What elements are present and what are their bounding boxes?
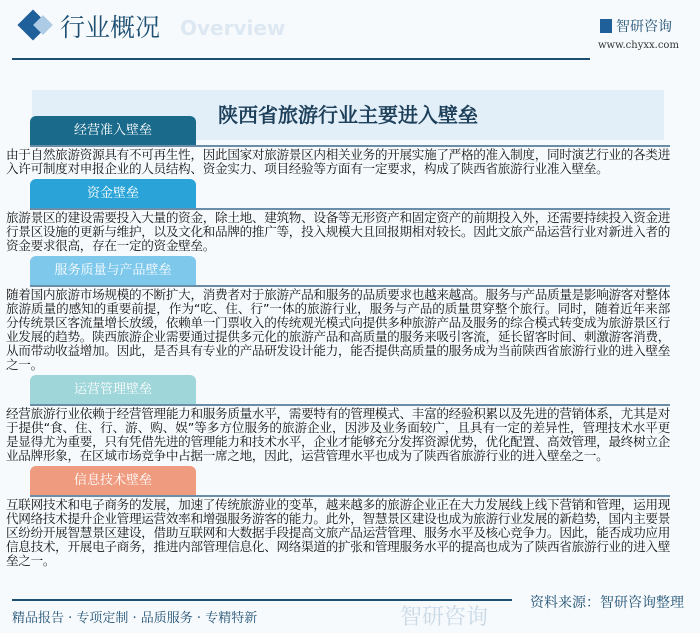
section-tab: 服务质量与产品壁垒 [30,256,196,285]
data-source: 资料来源：智研咨询整理 [530,595,684,611]
section-tab: 运营管理壁垒 [30,375,196,404]
header-title: 行业概况 [60,13,161,42]
watermark-logo: 智研咨询 [400,605,489,630]
site-url: www.chyxx.com [598,40,679,51]
header [0,0,700,60]
logo [600,16,672,36]
section-text: 随着国内旅游市场规模的不断扩大，消费者对于旅游产品和服务的品质要求也越来越高。服务与产品质量是影响游客对整体旅游质量的感知的重要前提，作为“吃、住、行”一体的旅游行业，服务与产品的质量贯穿整个旅行。同时，随着近年来部分传统景区客流量增长放缓，依赖单一门票收入的传统观光模式向提供多种旅游产品及服务的综合模式转变成为旅游景区行业发展的趋势。陕西旅游企业需要通过提供多元化的旅游产品和高质量的服务来吸引客流，延长留客时间、刺激游客消费，从而带动收益增加。因此，是否具有专业的产品研发设计能力，能否提供高质量的服务成为当前陕西省旅游行业的进入壁垒之一。 [6,287,670,372]
section-text: 经营旅游行业依赖于经营管理能力和服务质量水平，需要特有的管理模式、丰富的经验积累以及先进的营销体系，尤其是对于提供“食、住、行、游、购、娱”等多方位服务的旅游企业，因涉及业务面较广，且具有一定的差异性，管理技术水平更是显得尤为重要，只有凭借先进的管理能力和技术水平，企业才能够充分发挥资源优势，优化配置、高效管理，最终树立企业品牌形象，在区域市场竞争中占据一席之地，因此，运营管理水平也成为了陕西省旅游行业的进入壁垒之一。 [6,406,670,463]
footer-divider [12,599,512,601]
section-information-technology [6,466,670,568]
logo-text: 智研咨询 [616,19,672,35]
header-subtitle: Overview [180,16,286,40]
footer-slogan: 精品报告 · 专项定制 · 品质服务 · 专精特新 [12,611,258,626]
section-operating-access [6,116,670,176]
section-service-quality [6,256,670,372]
section-tab: 经营准入壁垒 [30,116,196,145]
section-text: 由于自然旅游资源具有不可再生性，因此国家对旅游景区内相关业务的开展实施了严格的准入制度，同时演艺行业的各类进入许可制度对申报企业的人员结构、资金实力、项目经验等方面有一定要求，构成了陕西省旅游行业准入壁垒。 [6,147,670,176]
section-capital [6,179,670,253]
section-operation-management [6,375,670,463]
section-tab: 资金壁垒 [30,179,196,208]
section-text: 旅游景区的建设需要投入大量的资金，除土地、建筑物、设备等无形资产和固定资产的前期投入外，还需要持续投入资金进行景区设施的更新与维护，以及文化和品牌的推广等，投入规模大且回报期相对较长。因此文旅产品运营行业对新进入者的资金要求很高，存在一定的资金壁垒。 [6,210,670,253]
section-tab: 信息技术壁垒 [30,466,196,495]
sections [6,116,670,571]
section-text: 互联网技术和电子商务的发展，加速了传统旅游业的变革，越来越多的旅游企业正在大力发展线上线下营销和管理，运用现代网络技术提升企业管理运营效率和增强服务游客的能力。此外，智慧景区建设也成为旅游行业发展的新趋势，国内主要景区纷纷开展智慧景区建设，借助互联网和大数据手段提高文旅产品运营管理、服务水平及核心竞争力。因此，能否成功应用信息技术，开展电子商务，推进内部管理信息化、网络渠道的扩张和管理服务水平的提高也成为了陕西省旅游行业的进入壁垒之一。 [6,497,670,568]
main-title: 陕西省旅游行业主要进入壁垒 [32,90,664,140]
logo-icon [600,19,612,33]
header-divider [12,58,590,60]
